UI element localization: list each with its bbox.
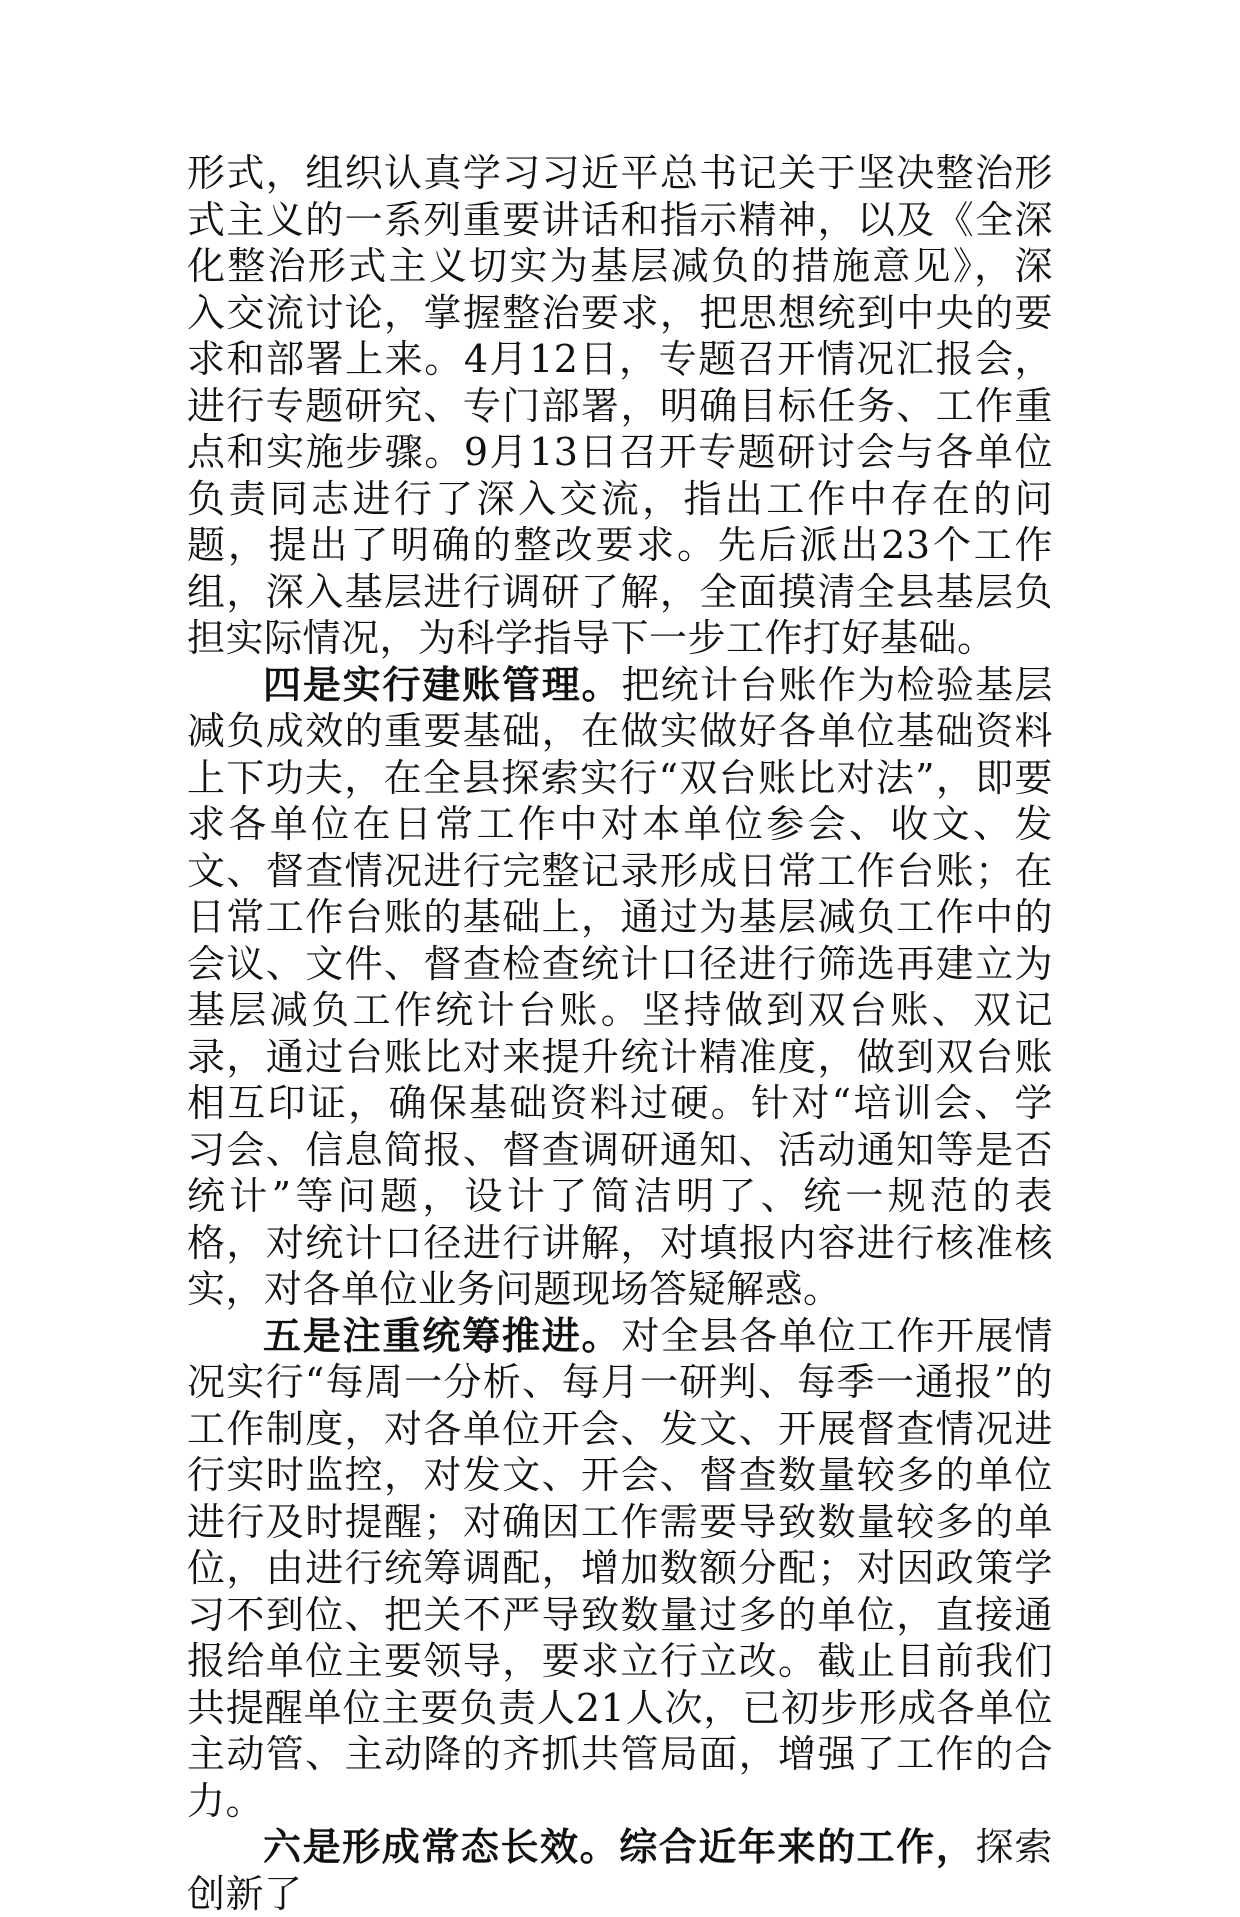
paragraph-text: 对全县各单位工作开展情况实行“每周一分析、每月一研判、每季一通报”的工作制度，对各单位开会、发文、开展督查情况进行实时监控，对发文、开会、督查数量较多的单位进行及时提醒；对确因工作需要导致数量较多的单位，由进行统筹调配，增加数额分配；对因政策学习不到位、把关不严导致数量过多的单位，直接通报给单位主要领导，要求立行立改。截止目前我们共提醒单位主要负责人21人次，已初步形成各单位主动管、主动降的齐抓共管局面，增强了工作的合力。 [187,1313,1053,1823]
paragraph-text: 形式，组织认真学习习近平总书记关于坚决整治形式主义的一系列重要讲话和指示精神，以及《全深化整治形式主义切实为基层减负的措施意见》，深入交流讨论，掌握整治要求，把思想统到中央的要求和部署上来。4月12日，专题召开情况汇报会，进行专题研究、专门部署，明确目标任务、工作重点和实施步骤。9月13日召开专题研讨会与各单位负责同志进行了深入交流，指出工作中存在的问题，提出了明确的整改要求。先后派出23个工作组，深入基层进行调研了解，全面摸清全县基层负担实际情况，为科学指导下一步工作打好基础。 [187,151,1053,660]
paragraph-continuation [187,150,1053,662]
paragraph-coordination [187,1313,1053,1825]
paragraph-lead: 六是形成常态长效。综合近年来的工作， [263,1825,976,1869]
paragraph-long-term [187,1824,1053,1917]
paragraph-lead: 五是注重统筹推进。 [263,1313,622,1358]
paragraph-lead: 四是实行建账管理。 [263,662,622,707]
paragraph-account-management [187,662,1053,1313]
document-body [187,150,1053,1917]
paragraph-text: 把统计台账作为检验基层减负成效的重要基础，在做实做好各单位基础资料上下功夫，在全县探索实行“双台账比对法”，即要求各单位在日常工作中对本单位参会、收文、发文、督查情况进行完整记录形成日常工作台账；在日常工作台账的基础上，通过为基层减负工作中的会议、文件、督查检查统计口径进行筛选再建立为基层减负工作统计台账。坚持做到双台账、双记录，通过台账比对来提升统计精准度，做到双台账相互印证，确保基础资料过硬。针对“培训会、学习会、信息简报、督查调研通知、活动通知等是否统计”等问题，设计了简洁明了、统一规范的表格，对统计口径进行讲解，对填报内容进行核准核实，对各单位业务问题现场答疑解惑。 [187,662,1053,1311]
paragraph-text: 探索创新了 [187,1825,1053,1916]
